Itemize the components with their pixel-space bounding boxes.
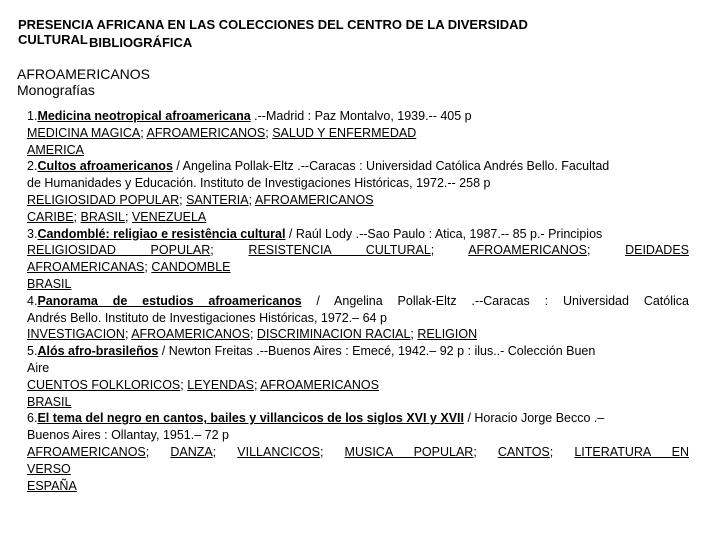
subject-link[interactable]: BRASIL bbox=[27, 394, 72, 409]
subject-link[interactable]: LEYENDAS bbox=[187, 377, 254, 392]
subject-link[interactable]: DISCRIMINACION RACIAL bbox=[256, 327, 411, 342]
entry-2-subjects-cont: CARIBE; BRASIL; VENEZUELA bbox=[27, 209, 207, 224]
entry-1-subjects-cont bbox=[27, 142, 689, 159]
subject-link[interactable]: RELIGIOSIDAD POPULAR bbox=[27, 243, 211, 258]
document-header bbox=[18, 17, 708, 50]
entry-3-citation: 3.Candomblé: religiao e resistência cultural / Raúl Lody .--Sao Paulo : Atica, 1987.-- 85 p.- Principios bbox=[27, 226, 603, 241]
subject-link[interactable]: AFROAMERICANOS bbox=[131, 327, 250, 342]
subject-link[interactable]: RELIGION bbox=[417, 327, 478, 342]
subject-link[interactable]: MEDICINA MAGICA bbox=[27, 125, 141, 140]
header-line-1: PRESENCIA AFRICANA EN LAS COLECCIONES DEL CENTRO DE LA DIVERSIDAD bbox=[18, 17, 528, 32]
subject-link[interactable]: BRASIL bbox=[80, 209, 125, 224]
entry-1-subjects: MEDICINA MAGICA; AFROAMERICANOS; SALUD Y ENFERMEDAD bbox=[27, 125, 417, 140]
header-cultural: CULTURAL bbox=[18, 32, 88, 47]
subject-link[interactable]: CUENTOS FOLKLORICOS bbox=[27, 377, 181, 392]
entry-6-subjects: AFROAMERICANOS; DANZA; VILLANCICOS; MUSICA POPULAR; CANTOS; LITERATURA EN bbox=[27, 444, 689, 459]
entry-5-title: Alós afro-brasileños bbox=[37, 344, 159, 359]
subject-link[interactable]: RELIGIOSIDAD POPULAR bbox=[27, 192, 180, 207]
entry-2-subjects: RELIGIOSIDAD POPULAR; SANTERIA; AFROAMERICANOS bbox=[27, 192, 374, 207]
entry-1-citation: 1.Medicina neotropical afroamericana .--Madrid : Paz Montalvo, 1939.-- 405 p bbox=[27, 109, 472, 123]
entry-2-citation-cont: de Humanidades y Educación. Instituto de Investigaciones Históricas, 1972.-- 258 p bbox=[27, 176, 491, 191]
entry-6-title: El tema del negro en cantos, bailes y villancicos de los siglos XVI y XVII bbox=[37, 411, 464, 426]
entry-5-citation: 5.Alós afro-brasileños / Newton Freitas .--Buenos Aires : Emecé, 1942.– 92 p : ilus..- Colección Buen bbox=[27, 344, 596, 359]
subject-link[interactable]: ESPAÑA bbox=[27, 478, 77, 493]
entry-3-subjects-cont-2 bbox=[27, 276, 689, 293]
section-heading bbox=[17, 66, 150, 98]
entry-4-citation: 4.Panorama de estudios afroamericanos / Angelina Pollak-Eltz .--Caracas : Universidad Católica bbox=[27, 293, 689, 308]
subject-link[interactable]: SALUD Y ENFERMEDAD bbox=[272, 125, 417, 140]
entry-2-citation: 2.Cultos afroamericanos / Angelina Pollak-Eltz .--Caracas : Universidad Católica Andrés Bello. Facultad bbox=[27, 159, 610, 174]
section-subtitle: Monografías bbox=[17, 82, 95, 98]
subject-link[interactable]: AFROAMERICANOS bbox=[27, 444, 146, 459]
subject-link[interactable]: SANTERIA bbox=[186, 192, 249, 207]
entry-5-subjects: CUENTOS FOLKLORICOS; LEYENDAS; AFROAMERICANOS bbox=[27, 377, 379, 392]
entry-3-subjects: RELIGIOSIDAD POPULAR; RESISTENCIA CULTURAL; AFROAMERICANOS; DEIDADES bbox=[27, 243, 689, 258]
entry-5-citation-cont: Aire bbox=[27, 360, 50, 375]
subject-link[interactable]: RESISTENCIA CULTURAL bbox=[248, 243, 431, 258]
subject-link[interactable]: AFROAMERICANOS bbox=[260, 377, 379, 392]
subject-link[interactable]: AMERICA bbox=[27, 142, 84, 157]
header-line-2 bbox=[18, 32, 708, 50]
section-title: AFROAMERICANOS bbox=[17, 66, 151, 82]
subject-link[interactable]: AFROAMERICANOS bbox=[468, 243, 587, 258]
entry-3-title: Candomblé: religiao e resistência cultural bbox=[37, 226, 286, 241]
subject-link[interactable]: AFROAMERICANAS bbox=[27, 260, 145, 275]
subject-link[interactable]: VERSO bbox=[27, 461, 71, 476]
subject-link[interactable]: MUSICA POPULAR bbox=[344, 444, 474, 459]
subject-link[interactable]: AFROAMERICANOS bbox=[146, 125, 266, 140]
entry-6-subjects-cont-2 bbox=[27, 478, 689, 495]
entry-2-title: Cultos afroamericanos bbox=[37, 159, 173, 174]
entry-6-subjects-cont bbox=[27, 461, 689, 478]
subject-link[interactable]: BRASIL bbox=[27, 276, 72, 291]
subject-link[interactable]: CANDOMBLE bbox=[151, 260, 231, 275]
subject-link[interactable]: CANTOS bbox=[497, 444, 550, 459]
subject-link[interactable]: VILLANCICOS bbox=[237, 444, 320, 459]
entry-6-citation-cont: Buenos Aires : Ollantay, 1951.– 72 p bbox=[27, 428, 229, 443]
subject-link[interactable]: VENEZUELA bbox=[131, 209, 207, 224]
subject-link[interactable]: AFROAMERICANOS bbox=[254, 192, 374, 207]
subject-link[interactable]: LITERATURA EN bbox=[574, 444, 689, 459]
entry-6-citation: 6.El tema del negro en cantos, bailes y villancicos de los siglos XVI y XVII / Horacio Jorge Becco .– bbox=[27, 411, 605, 426]
header-bibliografica: BIBLIOGRÁFICA bbox=[89, 35, 193, 50]
entry-4-citation-cont: Andrés Bello. Instituto de Investigaciones Históricas, 1972.– 64 p bbox=[27, 310, 387, 325]
subject-link[interactable]: INVESTIGACION bbox=[27, 327, 125, 342]
subject-link[interactable]: CARIBE bbox=[27, 209, 74, 224]
entry-1-title: Medicina neotropical afroamericana bbox=[37, 109, 251, 123]
entry-4-subjects: INVESTIGACION; AFROAMERICANOS; DISCRIMINACION RACIAL; RELIGION bbox=[27, 327, 478, 342]
entry-4-title: Panorama de estudios afroamericanos bbox=[37, 293, 302, 308]
bibliography-list bbox=[27, 108, 689, 494]
entry-3-subjects-cont: AFROAMERICANAS; CANDOMBLE bbox=[27, 260, 231, 275]
subject-link[interactable]: DANZA bbox=[170, 444, 213, 459]
subject-link[interactable]: DEIDADES bbox=[625, 243, 689, 258]
entry-5-subjects-cont bbox=[27, 394, 689, 411]
